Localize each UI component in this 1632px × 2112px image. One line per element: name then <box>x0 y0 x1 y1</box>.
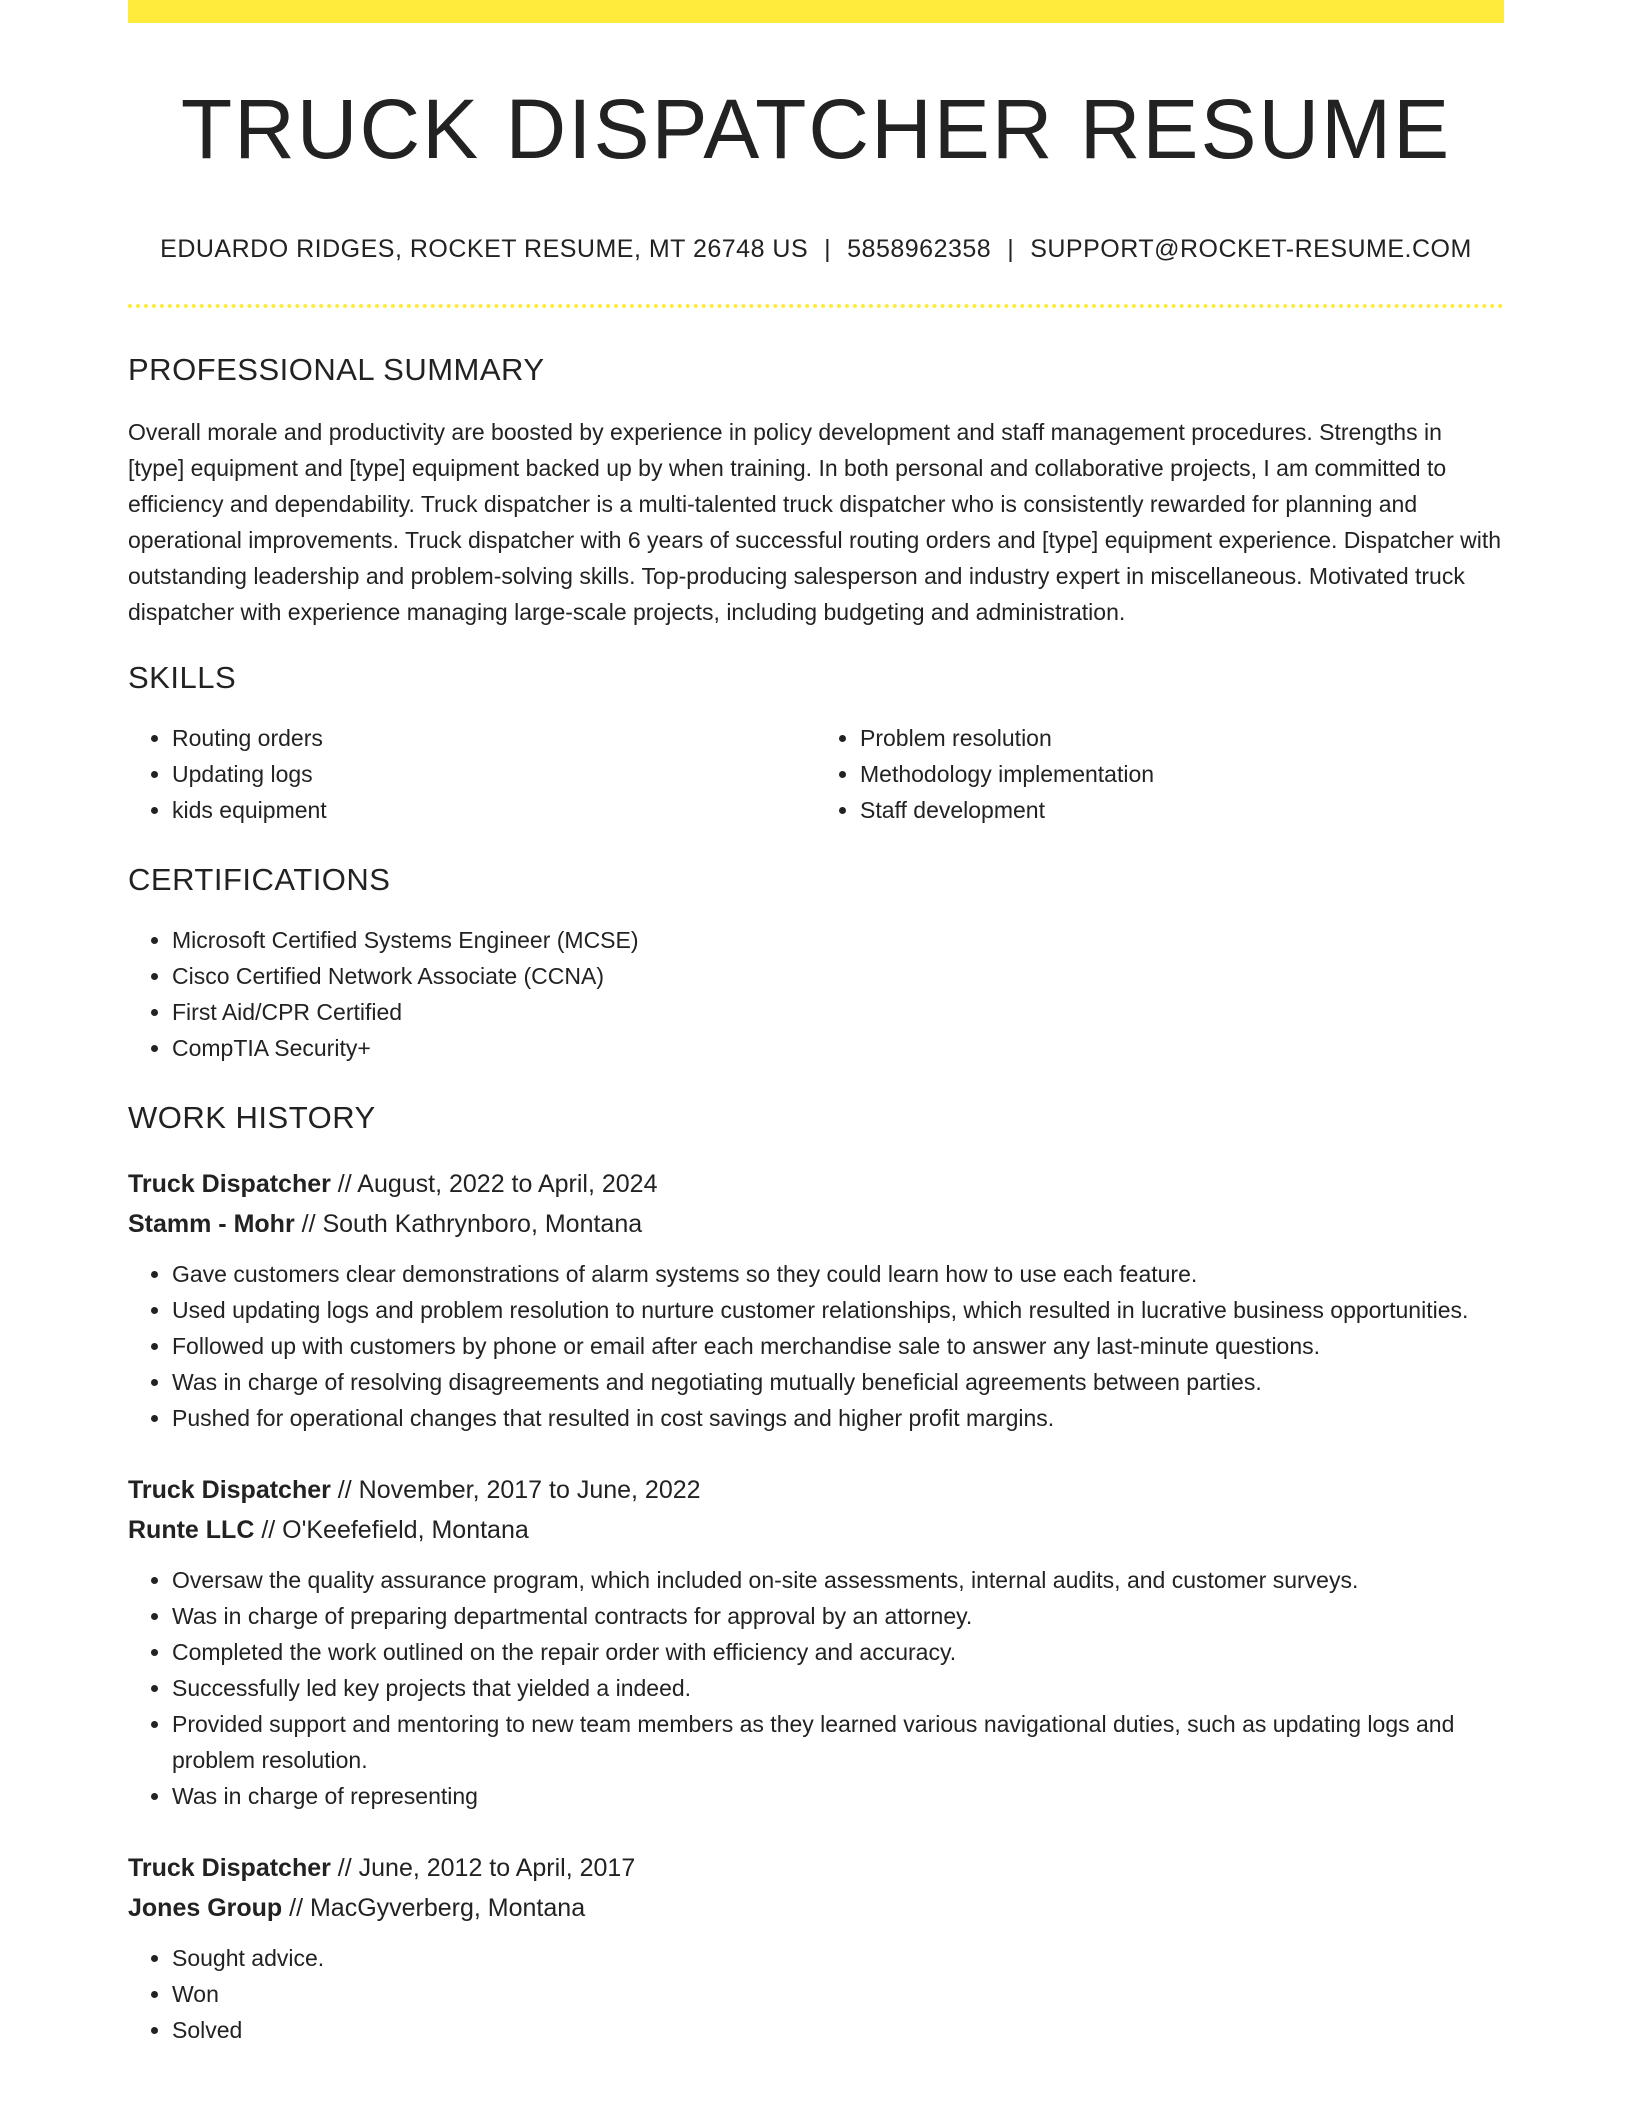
job-bullet: • Solved <box>172 2012 1504 2048</box>
resume-title: TRUCK DISPATCHER RESUME <box>180 82 1452 176</box>
job-bullet: • Was in charge of resolving disagreements and negotiating mutually beneficial agreements between parties. <box>172 1364 1504 1400</box>
job-bullet: • Was in charge of representing <box>172 1778 1504 1814</box>
skill-item: • Routing orders <box>172 720 816 756</box>
skills-column-left <box>128 720 816 828</box>
job-bullet: • Was in charge of preparing departmental contracts for approval by an attorney. <box>172 1598 1504 1634</box>
skills-column-right <box>816 720 1504 828</box>
job-bullet: • Followed up with customers by phone or email after each merchandise sale to answer any last-minute questions. <box>172 1328 1504 1364</box>
resume-page <box>128 0 1504 2048</box>
skills-heading: SKILLS <box>128 660 237 696</box>
job-bullet: • Pushed for operational changes that resulted in cost savings and higher profit margins. <box>172 1400 1504 1436</box>
contact-phone: 5858962358 <box>847 235 992 264</box>
job-bullet: • Used updating logs and problem resolution to nurture customer relationships, which resulted in lucrative business opportunities. <box>172 1292 1504 1328</box>
job-bullet: • Completed the work outlined on the repair order with efficiency and accuracy. <box>172 1634 1504 1670</box>
contact-line <box>128 235 1504 264</box>
certification-item: • Cisco Certified Network Associate (CCNA) <box>172 958 1504 994</box>
summary-text: Overall morale and productivity are boosted by experience in policy development and staff management procedures. Strengths in [type] equipment and [type] equipment backed up by when training. In both personal and collaborative projects, I am committed to efficiency and dependability. Truck dispatcher is a multi-talented truck dispatcher who is consistently rewarded for planning and operational improvements. Truck dispatcher with 6 years of successful routing orders and [type] equipment experience. Dispatcher with outstanding leadership and problem-solving skills. Top-producing salesperson and industry expert in miscellaneous. Motivated truck dispatcher with experience managing large-scale projects, including budgeting and administration. <box>128 419 1502 626</box>
job-bullets <box>128 1562 1504 1814</box>
job-bullets <box>128 1940 1504 2048</box>
certification-item: • Microsoft Certified Systems Engineer (MCSE) <box>172 922 1504 958</box>
skills-list <box>128 720 1504 828</box>
skill-item: • kids equipment <box>172 792 816 828</box>
job-role: Truck Dispatcher <box>128 1476 331 1505</box>
certification-item: • First Aid/CPR Certified <box>172 994 1504 1030</box>
job-bullet: • Sought advice. <box>172 1940 1504 1976</box>
contact-email: SUPPORT@ROCKET-RESUME.COM <box>1030 235 1472 264</box>
summary-heading: PROFESSIONAL SUMMARY <box>128 352 545 388</box>
job-location: // MacGyverberg, Montana <box>282 1894 586 1923</box>
contact-separator: | <box>824 235 832 264</box>
certifications-list <box>128 922 1504 1066</box>
job-company-line <box>128 1888 1504 1928</box>
job-bullet: • Provided support and mentoring to new team members as they learned various navigational duties, such as updating logs and problem resolution. <box>172 1706 1504 1778</box>
job-title-line <box>128 1470 1504 1510</box>
job-title-line <box>128 1848 1504 1888</box>
job-location: // South Kathrynboro, Montana <box>294 1210 643 1239</box>
job-entry <box>128 1848 1504 2048</box>
job-entry <box>128 1164 1504 1436</box>
job-bullet: • Gave customers clear demonstrations of alarm systems so they could learn how to use each feature. <box>172 1256 1504 1292</box>
job-dates: // August, 2022 to April, 2024 <box>330 1170 658 1199</box>
job-entry <box>128 1470 1504 1814</box>
job-company: Jones Group <box>128 1894 283 1923</box>
certification-item: • CompTIA Security+ <box>172 1030 1504 1066</box>
accent-bar <box>128 0 1504 23</box>
skill-item: • Updating logs <box>172 756 816 792</box>
skill-item: • Staff development <box>860 792 1504 828</box>
job-location: // O'Keefefield, Montana <box>254 1516 529 1545</box>
contact-separator: | <box>1007 235 1015 264</box>
job-company-line <box>128 1510 1504 1550</box>
job-bullet: • Successfully led key projects that yielded a indeed. <box>172 1670 1504 1706</box>
job-bullet: • Oversaw the quality assurance program, which included on-site assessments, internal audits, and customer surveys. <box>172 1562 1504 1598</box>
job-title-line <box>128 1164 1504 1204</box>
job-company-line <box>128 1204 1504 1244</box>
job-company: Stamm - Mohr <box>128 1210 295 1239</box>
skill-item: • Methodology implementation <box>860 756 1504 792</box>
contact-address: EDUARDO RIDGES, ROCKET RESUME, MT 26748 US <box>160 235 809 264</box>
job-dates: // November, 2017 to June, 2022 <box>330 1476 701 1505</box>
certifications-heading: CERTIFICATIONS <box>128 862 391 898</box>
job-bullets <box>128 1256 1504 1436</box>
work-history-heading: WORK HISTORY <box>128 1100 376 1136</box>
skill-item: • Problem resolution <box>860 720 1504 756</box>
job-role: Truck Dispatcher <box>128 1170 331 1199</box>
job-company: Runte LLC <box>128 1516 255 1545</box>
job-bullet: • Won <box>172 1976 1504 2012</box>
job-dates: // June, 2012 to April, 2017 <box>330 1854 636 1883</box>
dotted-divider <box>128 304 1504 308</box>
job-role: Truck Dispatcher <box>128 1854 331 1883</box>
